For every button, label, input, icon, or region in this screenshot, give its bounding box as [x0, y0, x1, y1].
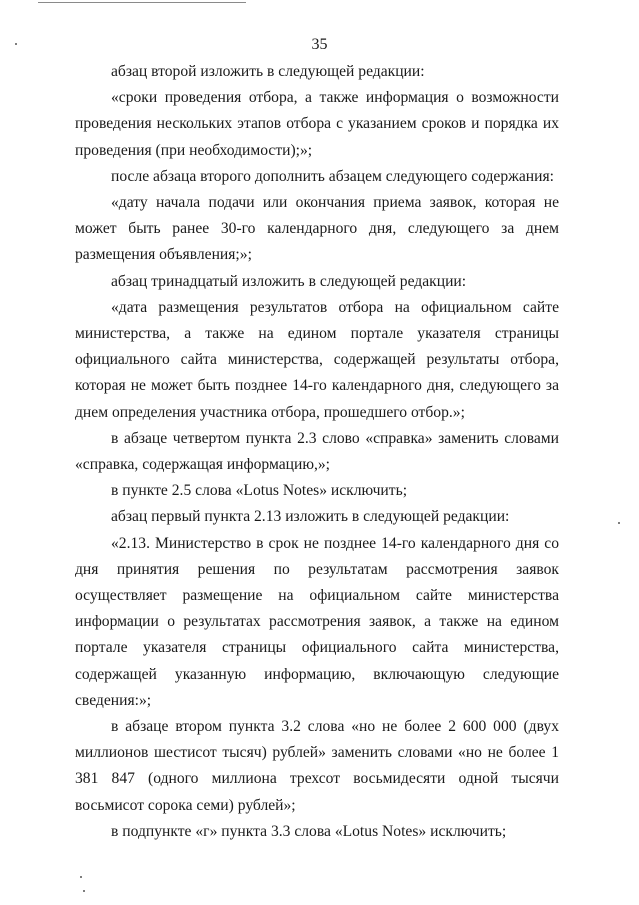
paragraph: «дата размещения результатов отбора на официальном сайте министерства, а также на едином портале указателя страницы официального сайта министерства, содержащей результаты отбора, которая не может быть позднее 14-го календарного дня, следующего за днем определения участника отбора, прошедшего отбор.»;	[75, 298, 559, 421]
paragraph: абзац тринадцатый изложить в следующей редакции:	[111, 272, 467, 290]
paragraph: «2.13. Министерство в срок не позднее 14-го календарного дня со дня принятия решения по результатам рассмотрения заявок осуществляет размещение на официальном сайте министерства информации о результатах рассмотрения заявок, а также на едином портале указателя страницы официального сайта министерства, содержащей указанную информацию, включающую следующие сведения:»;	[75, 534, 559, 709]
paragraph: абзац второй изложить в следующей редакции:	[111, 63, 425, 80]
paragraph: «сроки проведения отбора, а также информация о возможности проведения нескольких этапов отбора с указанием сроков и порядка их проведения (при необходимости);»;	[75, 89, 559, 159]
paragraph: в пункте 2.5 слова «Lotus Notes» исключить;	[111, 482, 408, 500]
document-body	[75, 59, 559, 845]
paragraph: в абзаце четвертом пункта 2.3 слово «справка» заменить словами «справка, содержащая информацию,»;	[75, 429, 559, 474]
paragraph: после абзаца второго дополнить абзацем следующего содержания:	[111, 167, 555, 185]
paragraph: абзац первый пункта 2.13 изложить в следующей редакции:	[111, 508, 510, 526]
paragraph: в подпункте «г» пункта 3.3 слова «Lotus Notes» исключить;	[111, 822, 507, 840]
scan-speck	[618, 522, 620, 524]
page-number: 35	[311, 36, 328, 53]
paragraph: в абзаце втором пункта 3.2 слова «но не более 2 600 000 (двух миллионов шестисот тысяч) рублей» заменить словами «но не более 1 381 847 (одного миллиона трехсот восьмидесяти одной тысячи восьмисот сорока семи) рублей»;	[75, 718, 559, 814]
paragraph: «дату начала подачи или окончания приема заявок, которая не может быть ранее 30-го календарного дня, следующего за днем размещения объявления;»;	[75, 194, 559, 264]
scan-speck	[83, 890, 85, 892]
scan-top-rule	[38, 2, 246, 3]
scan-speck	[80, 876, 82, 878]
